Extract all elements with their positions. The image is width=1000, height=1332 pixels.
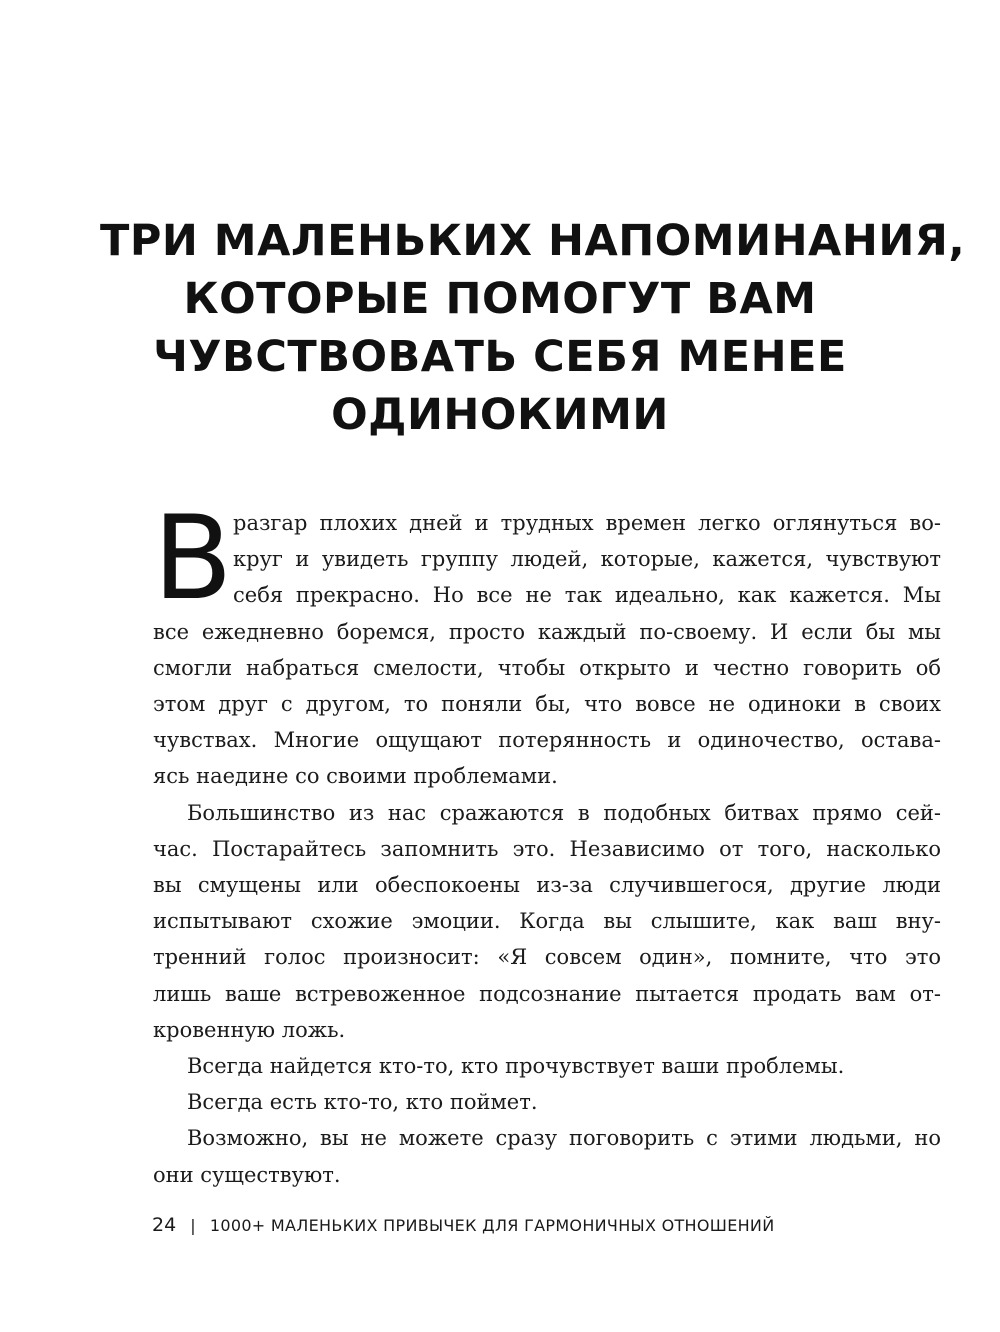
text-line: вы смущены или обеспокоены из-за случившегося, другие люди <box>153 873 941 898</box>
chapter-title <box>100 212 966 444</box>
text-line: круг и увидеть группу людей, которые, кажется, чувствуют <box>233 547 941 572</box>
text-line: себя прекрасно. Но все не так идеально, как кажется. Мы <box>233 583 941 608</box>
text-line: смогли набраться смелости, чтобы открыто и честно говорить об <box>153 655 941 680</box>
text-line: испытывают схожие эмоции. Когда вы слышите, как ваш вну- <box>153 909 941 934</box>
text-line: ясь наедине со своими проблемами. <box>153 764 558 789</box>
text-line: Возможно, вы не можете сразу поговорить с этими людьми, но <box>187 1126 941 1151</box>
chapter-title-line: ТРИ МАЛЕНЬКИХ НАПОМИНАНИЯ, <box>100 216 966 266</box>
body-text <box>153 491 941 1193</box>
text-line: этом друг с другом, то поняли бы, что вовсе не одиноки в своих <box>153 692 941 717</box>
text-line: тренний голос произносит: «Я совсем один», помните, что это <box>153 945 941 970</box>
paragraph-1 <box>153 491 941 795</box>
text-line: кровенную ложь. <box>153 1017 346 1042</box>
drop-cap: В <box>153 491 233 626</box>
paragraph-3 <box>153 1048 941 1084</box>
chapter-title-line: КОТОРЫЕ ПОМОГУТ ВАМ <box>183 274 817 324</box>
chapter-title-line: ЧУВСТВОВАТЬ СЕБЯ МЕНЕЕ <box>153 332 847 382</box>
text-line: Большинство из нас сражаются в подобных битвах прямо сей- <box>187 800 941 825</box>
chapter-title-line: ОДИНОКИМИ <box>331 390 669 440</box>
text-line: разгар плохих дней и трудных времен легко оглянуться во- <box>233 511 941 535</box>
text-line: чувствах. Многие ощущают потерянность и одиночество, остава- <box>153 728 941 753</box>
footer-separator: | <box>190 1216 196 1235</box>
page-footer <box>152 1214 774 1236</box>
running-book-title: 1000+ МАЛЕНЬКИХ ПРИВЫЧЕК ДЛЯ ГАРМОНИЧНЫХ ОТНОШЕНИЙ <box>209 1216 775 1235</box>
page-number: 24 <box>152 1214 177 1236</box>
text-line: Всегда есть кто-то, кто поймет. <box>187 1090 538 1115</box>
paragraph-4 <box>153 1084 941 1120</box>
text-line: все ежедневно боремся, просто каждый по-своему. И если бы мы <box>153 619 941 644</box>
text-line: Всегда найдется кто-то, кто прочувствует ваши проблемы. <box>187 1054 845 1079</box>
paragraph-5 <box>153 1120 941 1192</box>
text-line: они существуют. <box>153 1162 341 1187</box>
text-line: лишь ваше встревоженное подсознание пытается продать вам от- <box>153 981 941 1006</box>
text-line: час. Постарайтесь запомнить это. Независимо от того, насколько <box>153 836 941 861</box>
paragraph-2 <box>153 795 941 1048</box>
